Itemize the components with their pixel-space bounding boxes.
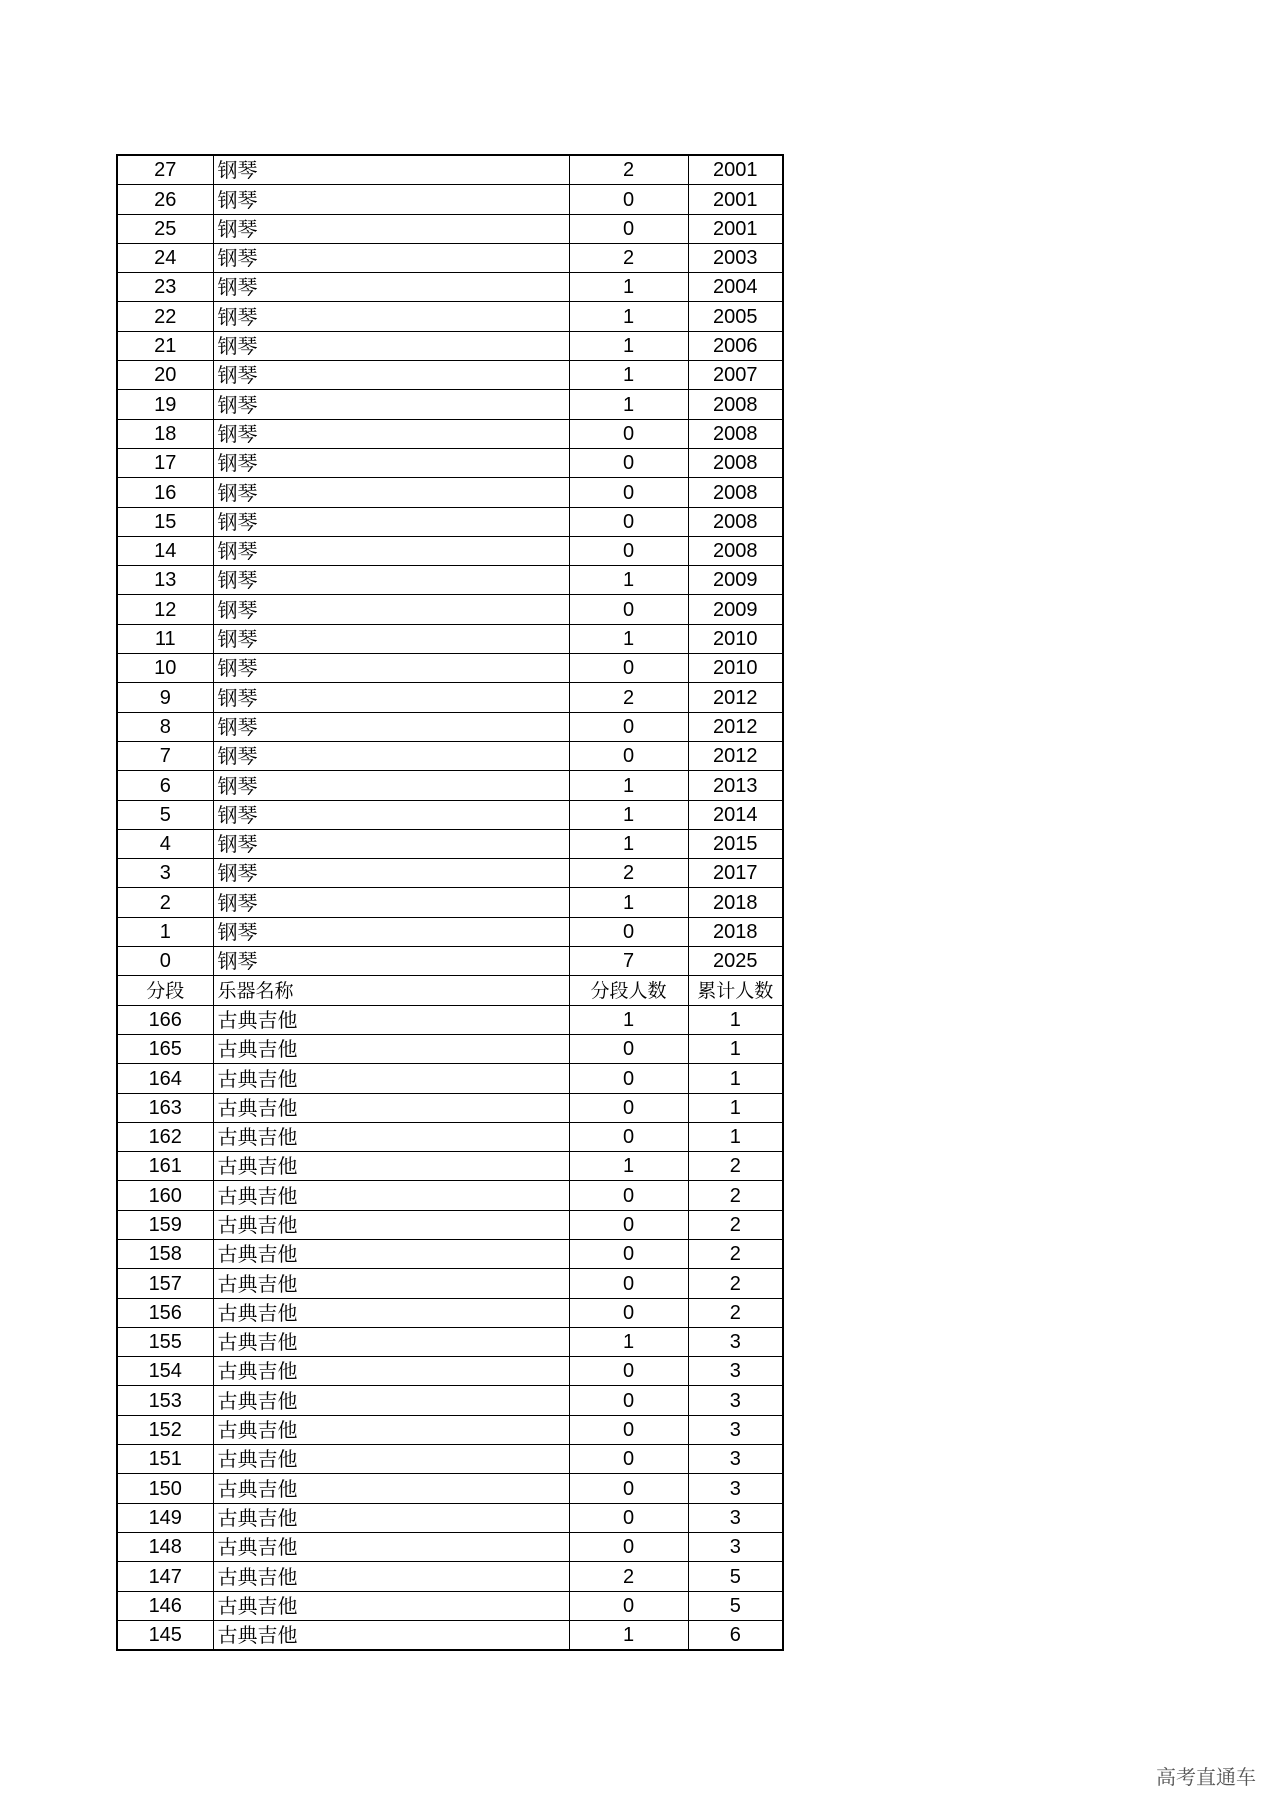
segment-count-cell: 0: [569, 595, 688, 624]
segment-count-cell: 0: [569, 1122, 688, 1151]
segment-count-cell: 1: [569, 888, 688, 917]
segment-count-cell: 0: [569, 1532, 688, 1561]
segment-count-cell: 0: [569, 536, 688, 565]
table-row: [117, 595, 783, 624]
cumulative-cell: 2: [688, 1181, 783, 1210]
segment-count-cell: 0: [569, 1181, 688, 1210]
instrument-cell: 古典吉他: [213, 1327, 569, 1356]
score-cell: 9: [117, 683, 213, 712]
table-row: [117, 536, 783, 565]
instrument-cell: 钢琴: [213, 917, 569, 946]
segment-count-cell: 0: [569, 1445, 688, 1474]
segment-count-cell: 0: [569, 1210, 688, 1239]
table-row: [117, 888, 783, 917]
cumulative-cell: 累计人数: [688, 976, 783, 1005]
instrument-cell: 钢琴: [213, 566, 569, 595]
table-row: [117, 1005, 783, 1034]
score-cell: 16: [117, 478, 213, 507]
table-row: [117, 214, 783, 243]
score-cell: 11: [117, 624, 213, 653]
cumulative-cell: 1: [688, 1122, 783, 1151]
table-row: [117, 917, 783, 946]
score-cell: 17: [117, 448, 213, 477]
cumulative-cell: 3: [688, 1415, 783, 1444]
segment-count-cell: 1: [569, 1327, 688, 1356]
instrument-cell: 钢琴: [213, 507, 569, 536]
score-cell: 21: [117, 331, 213, 360]
instrument-cell: 古典吉他: [213, 1591, 569, 1620]
instrument-cell: 钢琴: [213, 683, 569, 712]
cumulative-cell: 2012: [688, 741, 783, 770]
instrument-cell: 古典吉他: [213, 1181, 569, 1210]
table-row: [117, 800, 783, 829]
segment-count-cell: 0: [569, 1269, 688, 1298]
instrument-cell: 古典吉他: [213, 1239, 569, 1268]
score-cell: 5: [117, 800, 213, 829]
score-cell: 10: [117, 654, 213, 683]
cumulative-cell: 3: [688, 1445, 783, 1474]
instrument-cell: 钢琴: [213, 302, 569, 331]
cumulative-cell: 3: [688, 1386, 783, 1415]
score-cell: 13: [117, 566, 213, 595]
table-row: [117, 1532, 783, 1561]
instrument-cell: 古典吉他: [213, 1357, 569, 1386]
segment-count-cell: 0: [569, 1298, 688, 1327]
cumulative-cell: 2013: [688, 771, 783, 800]
score-cell: 26: [117, 185, 213, 214]
instrument-cell: 钢琴: [213, 448, 569, 477]
score-cell: 149: [117, 1503, 213, 1532]
table-row: [117, 1474, 783, 1503]
segment-count-cell: 2: [569, 155, 688, 185]
score-cell: 148: [117, 1532, 213, 1561]
cumulative-cell: 5: [688, 1591, 783, 1620]
segment-count-cell: 0: [569, 478, 688, 507]
score-cell: 159: [117, 1210, 213, 1239]
instrument-cell: 乐器名称: [213, 976, 569, 1005]
cumulative-cell: 2001: [688, 214, 783, 243]
score-cell: 164: [117, 1064, 213, 1093]
cumulative-cell: 2009: [688, 595, 783, 624]
cumulative-cell: 5: [688, 1562, 783, 1591]
score-cell: 162: [117, 1122, 213, 1151]
cumulative-cell: 2009: [688, 566, 783, 595]
cumulative-cell: 3: [688, 1474, 783, 1503]
segment-count-cell: 0: [569, 1415, 688, 1444]
segment-count-cell: 2: [569, 243, 688, 272]
segment-count-cell: 1: [569, 566, 688, 595]
score-cell: 12: [117, 595, 213, 624]
cumulative-cell: 2017: [688, 859, 783, 888]
table-row: [117, 1591, 783, 1620]
table-row: [117, 654, 783, 683]
cumulative-cell: 2008: [688, 478, 783, 507]
watermark-text: 高考直通车: [1156, 1765, 1256, 1789]
score-cell: 23: [117, 273, 213, 302]
instrument-cell: 古典吉他: [213, 1503, 569, 1532]
instrument-cell: 古典吉他: [213, 1152, 569, 1181]
table-row: [117, 331, 783, 360]
segment-count-cell: 0: [569, 1093, 688, 1122]
score-cell: 15: [117, 507, 213, 536]
segment-count-cell: 0: [569, 1503, 688, 1532]
table-row: [117, 302, 783, 331]
table-row: [117, 741, 783, 770]
cumulative-cell: 2001: [688, 155, 783, 185]
table-row: [117, 771, 783, 800]
instrument-cell: 古典吉他: [213, 1093, 569, 1122]
segment-count-cell: 1: [569, 1620, 688, 1650]
table-row: [117, 361, 783, 390]
instrument-cell: 钢琴: [213, 331, 569, 360]
segment-count-cell: 0: [569, 214, 688, 243]
table-row: [117, 712, 783, 741]
table-row: [117, 829, 783, 858]
table-row: [117, 448, 783, 477]
segment-count-cell: 2: [569, 683, 688, 712]
segment-count-cell: 1: [569, 331, 688, 360]
instrument-cell: 古典吉他: [213, 1269, 569, 1298]
cumulative-cell: 1: [688, 1005, 783, 1034]
segment-count-cell: 0: [569, 1474, 688, 1503]
segment-count-cell: 1: [569, 829, 688, 858]
score-cell: 3: [117, 859, 213, 888]
score-cell: 4: [117, 829, 213, 858]
cumulative-cell: 2003: [688, 243, 783, 272]
instrument-cell: 钢琴: [213, 214, 569, 243]
instrument-cell: 钢琴: [213, 478, 569, 507]
cumulative-cell: 2008: [688, 390, 783, 419]
cumulative-cell: 2: [688, 1210, 783, 1239]
segment-count-cell: 1: [569, 1152, 688, 1181]
score-cell: 145: [117, 1620, 213, 1650]
table-row: [117, 1298, 783, 1327]
score-cell: 151: [117, 1445, 213, 1474]
cumulative-cell: 2001: [688, 185, 783, 214]
score-cell: 6: [117, 771, 213, 800]
score-cell: 25: [117, 214, 213, 243]
table-row: [117, 155, 783, 185]
instrument-cell: 古典吉他: [213, 1415, 569, 1444]
instrument-cell: 钢琴: [213, 361, 569, 390]
table-body: [117, 155, 783, 1650]
instrument-cell: 钢琴: [213, 155, 569, 185]
segment-count-cell: 0: [569, 712, 688, 741]
cumulative-cell: 2010: [688, 624, 783, 653]
cumulative-cell: 2008: [688, 419, 783, 448]
instrument-cell: 古典吉他: [213, 1210, 569, 1239]
score-cell: 146: [117, 1591, 213, 1620]
score-cell: 155: [117, 1327, 213, 1356]
segment-count-cell: 0: [569, 1386, 688, 1415]
score-cell: 8: [117, 712, 213, 741]
score-cell: 27: [117, 155, 213, 185]
table-row: [117, 390, 783, 419]
score-cell: 165: [117, 1034, 213, 1063]
score-cell: 22: [117, 302, 213, 331]
table-row: [117, 683, 783, 712]
segment-count-cell: 0: [569, 1239, 688, 1268]
table-row: [117, 1357, 783, 1386]
segment-count-cell: 0: [569, 1034, 688, 1063]
score-cell: 161: [117, 1152, 213, 1181]
segment-count-cell: 0: [569, 1357, 688, 1386]
cumulative-cell: 2012: [688, 683, 783, 712]
cumulative-cell: 3: [688, 1532, 783, 1561]
table-row: [117, 1415, 783, 1444]
score-cell: 20: [117, 361, 213, 390]
instrument-cell: 钢琴: [213, 829, 569, 858]
cumulative-cell: 2: [688, 1152, 783, 1181]
instrument-cell: 钢琴: [213, 595, 569, 624]
segment-count-cell: 0: [569, 654, 688, 683]
table-row: [117, 1562, 783, 1591]
table-row: [117, 507, 783, 536]
table-row: [117, 1181, 783, 1210]
segment-count-cell: 1: [569, 390, 688, 419]
cumulative-cell: 2018: [688, 888, 783, 917]
instrument-cell: 古典吉他: [213, 1445, 569, 1474]
segment-count-cell: 1: [569, 771, 688, 800]
cumulative-cell: 2005: [688, 302, 783, 331]
segment-count-cell: 1: [569, 302, 688, 331]
instrument-cell: 古典吉他: [213, 1064, 569, 1093]
table-row: [117, 1503, 783, 1532]
table-row: [117, 624, 783, 653]
segment-count-cell: 1: [569, 1005, 688, 1034]
segment-count-cell: 2: [569, 859, 688, 888]
segment-count-cell: 0: [569, 419, 688, 448]
table-row: [117, 1122, 783, 1151]
table-row: [117, 1210, 783, 1239]
table-row: [117, 1386, 783, 1415]
cumulative-cell: 2007: [688, 361, 783, 390]
table-row: [117, 1093, 783, 1122]
segment-count-cell: 0: [569, 1064, 688, 1093]
table-row: [117, 185, 783, 214]
instrument-cell: 钢琴: [213, 654, 569, 683]
score-cell: 分段: [117, 976, 213, 1005]
cumulative-cell: 2025: [688, 947, 783, 976]
score-cell: 147: [117, 1562, 213, 1591]
score-cell: 166: [117, 1005, 213, 1034]
instrument-cell: 古典吉他: [213, 1034, 569, 1063]
cumulative-cell: 2: [688, 1269, 783, 1298]
cumulative-cell: 2: [688, 1239, 783, 1268]
instrument-cell: 钢琴: [213, 800, 569, 829]
instrument-cell: 钢琴: [213, 390, 569, 419]
table-row: [117, 1327, 783, 1356]
header-row: [117, 976, 783, 1005]
instrument-cell: 钢琴: [213, 243, 569, 272]
score-cell: 154: [117, 1357, 213, 1386]
cumulative-cell: 2010: [688, 654, 783, 683]
instrument-cell: 钢琴: [213, 771, 569, 800]
table-row: [117, 1034, 783, 1063]
score-cell: 7: [117, 741, 213, 770]
score-cell: 18: [117, 419, 213, 448]
cumulative-cell: 2: [688, 1298, 783, 1327]
score-cell: 160: [117, 1181, 213, 1210]
table-row: [117, 419, 783, 448]
table-row: [117, 478, 783, 507]
table-row: [117, 947, 783, 976]
table-row: [117, 273, 783, 302]
instrument-cell: 钢琴: [213, 859, 569, 888]
score-cell: 1: [117, 917, 213, 946]
score-cell: 153: [117, 1386, 213, 1415]
score-cell: 158: [117, 1239, 213, 1268]
cumulative-cell: 2008: [688, 536, 783, 565]
cumulative-cell: 2004: [688, 273, 783, 302]
segment-count-cell: 分段人数: [569, 976, 688, 1005]
score-cell: 14: [117, 536, 213, 565]
instrument-cell: 古典吉他: [213, 1122, 569, 1151]
score-cell: 0: [117, 947, 213, 976]
instrument-cell: 古典吉他: [213, 1474, 569, 1503]
score-cell: 150: [117, 1474, 213, 1503]
table-row: [117, 1445, 783, 1474]
score-distribution-table: [116, 154, 784, 1651]
instrument-cell: 钢琴: [213, 185, 569, 214]
cumulative-cell: 6: [688, 1620, 783, 1650]
instrument-cell: 古典吉他: [213, 1562, 569, 1591]
score-cell: 19: [117, 390, 213, 419]
instrument-cell: 古典吉他: [213, 1298, 569, 1327]
table-row: [117, 1152, 783, 1181]
table-row: [117, 1064, 783, 1093]
score-cell: 2: [117, 888, 213, 917]
cumulative-cell: 1: [688, 1093, 783, 1122]
score-cell: 152: [117, 1415, 213, 1444]
score-cell: 156: [117, 1298, 213, 1327]
instrument-cell: 钢琴: [213, 536, 569, 565]
table-row: [117, 243, 783, 272]
segment-count-cell: 0: [569, 185, 688, 214]
score-cell: 163: [117, 1093, 213, 1122]
table-row: [117, 566, 783, 595]
score-cell: 24: [117, 243, 213, 272]
segment-count-cell: 1: [569, 800, 688, 829]
instrument-cell: 钢琴: [213, 624, 569, 653]
instrument-cell: 钢琴: [213, 741, 569, 770]
cumulative-cell: 2018: [688, 917, 783, 946]
segment-count-cell: 1: [569, 624, 688, 653]
cumulative-cell: 2008: [688, 448, 783, 477]
segment-count-cell: 0: [569, 448, 688, 477]
cumulative-cell: 1: [688, 1034, 783, 1063]
cumulative-cell: 2012: [688, 712, 783, 741]
segment-count-cell: 1: [569, 273, 688, 302]
segment-count-cell: 0: [569, 917, 688, 946]
instrument-cell: 钢琴: [213, 947, 569, 976]
cumulative-cell: 1: [688, 1064, 783, 1093]
instrument-cell: 古典吉他: [213, 1386, 569, 1415]
table-row: [117, 1269, 783, 1298]
segment-count-cell: 1: [569, 361, 688, 390]
cumulative-cell: 3: [688, 1357, 783, 1386]
segment-count-cell: 0: [569, 1591, 688, 1620]
segment-count-cell: 0: [569, 741, 688, 770]
instrument-cell: 钢琴: [213, 712, 569, 741]
cumulative-cell: 2014: [688, 800, 783, 829]
segment-count-cell: 2: [569, 1562, 688, 1591]
cumulative-cell: 2006: [688, 331, 783, 360]
instrument-cell: 古典吉他: [213, 1620, 569, 1650]
cumulative-cell: 2015: [688, 829, 783, 858]
instrument-cell: 古典吉他: [213, 1005, 569, 1034]
table-row: [117, 1620, 783, 1650]
segment-count-cell: 7: [569, 947, 688, 976]
cumulative-cell: 3: [688, 1503, 783, 1532]
segment-count-cell: 0: [569, 507, 688, 536]
score-cell: 157: [117, 1269, 213, 1298]
instrument-cell: 钢琴: [213, 419, 569, 448]
cumulative-cell: 3: [688, 1327, 783, 1356]
instrument-cell: 钢琴: [213, 888, 569, 917]
table-row: [117, 1239, 783, 1268]
instrument-cell: 古典吉他: [213, 1532, 569, 1561]
cumulative-cell: 2008: [688, 507, 783, 536]
table-row: [117, 859, 783, 888]
instrument-cell: 钢琴: [213, 273, 569, 302]
